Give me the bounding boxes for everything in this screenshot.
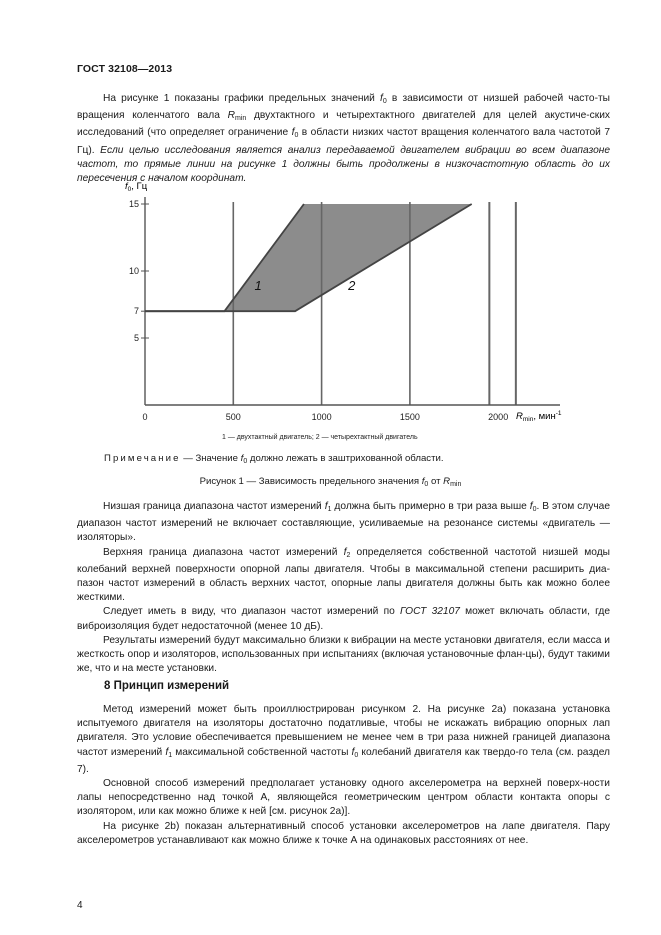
symbol-sub: 0 xyxy=(382,98,387,105)
x-tick-label-0: 0 xyxy=(142,412,148,422)
text: . В этом случае диапазон частот измерений не включает составляющие, усиливаемые на резонансе системы «двигатель — изоляторы». xyxy=(77,501,610,544)
y-tick-label-5: 5 xyxy=(133,333,139,343)
text: Верхняя граница диапазона частот измерений xyxy=(103,546,344,558)
paragraph-main-method: Основной способ измерений предполагает установку одного акселерометра на верхней поверх-ности лапы непосредственно над точкой А, являющейся геометрическим центром области контакта опоры с изолятором, или как можно ближе к ней [см. рисунок 2а)]. xyxy=(77,778,610,818)
text: определяется собственной частотой низшей моды колебаний верхней поверхности опорной лапы двигателя. Чтобы в максимальной степени расширить диа-пазон частот измерений в область верхних частот, опорные лапы двигателя должны быть как можно более жесткими. xyxy=(77,546,610,604)
series-1-label: 1 xyxy=(254,277,262,293)
figure-1-chart xyxy=(95,175,562,430)
x-tick-label-1000: 1000 xyxy=(311,412,332,422)
figure-legend: 1 — двухтактный двигатель; 2 — четырехтактный двигатель xyxy=(222,434,418,441)
text: должна быть примерно в три раза выше xyxy=(331,501,530,512)
text: максимальной собственной частоты xyxy=(172,746,352,758)
text: Метод измерений может быть проиллюстрирован рисунком 2. На рисунке 2а) показана установка испытуемого двигателя на изоляторы достаточно податливые, чтобы не искажать вибрацию опорных лап двигателя. Это условие обеспечивается превышением не менее чем в три раза нижней границей диапазона частот измерений xyxy=(77,704,610,758)
symbol-sub: 0 xyxy=(532,506,537,513)
symbol-r: R xyxy=(227,110,235,122)
document-code: ГОСТ 32108—2013 xyxy=(77,63,173,75)
text: колебаний двигателя как твердо-го тела (см. раздел 7). xyxy=(77,746,610,775)
symbol-f: f xyxy=(324,501,328,512)
symbol-f: f xyxy=(165,746,169,758)
intro-text-4: в области низких частот вращения коленчатого вала частотой 7 Гц). xyxy=(77,127,610,156)
y-tick-label-7: 7 xyxy=(133,306,139,317)
y-tick-label-15: 15 xyxy=(128,199,139,209)
intro-text-1: На рисунке 1 показаны графики предельных значений xyxy=(103,93,381,104)
symbol-sub: min xyxy=(234,115,247,123)
symbol-f: f xyxy=(380,93,383,104)
paragraph-upper-bound xyxy=(77,546,610,606)
symbol-f: f xyxy=(421,476,425,487)
text: Следует иметь в виду, что диапазон частот измерений по xyxy=(103,606,400,618)
intro-text-2: в зависимости от низшей рабочей часто-ты вращения коленчатого вала xyxy=(77,93,610,122)
text: Низшая граница диапазона частот измерений xyxy=(103,501,325,512)
note-text-1: — Значение xyxy=(180,453,241,464)
x-tick-label-500: 500 xyxy=(225,412,241,422)
symbol-sub: 0 xyxy=(354,751,359,759)
caption-text-1: Рисунок 1 — Зависимость предельного значения xyxy=(199,476,422,487)
paragraph-alt-method: На рисунке 2b) показан альтернативный способ установки акселерометров на лапе двигателя. Пару акселерометров устанавливают как можно ближе к точке А на одинаковых расстояниях от нее. xyxy=(77,820,610,846)
text: может включать области, где виброизоляция будет недостаточной (менее 10 дБ). xyxy=(77,606,611,632)
symbol-sub: 1 xyxy=(327,506,332,513)
body-paragraphs xyxy=(77,500,610,676)
symbol-sub: 1 xyxy=(168,751,173,759)
section-8-title: 8 Принцип измерений xyxy=(104,680,230,692)
figure-note xyxy=(104,453,444,465)
symbol-f: f xyxy=(351,746,355,758)
paragraph-method xyxy=(77,703,610,777)
series-2-label: 2 xyxy=(348,277,356,293)
x-axis-label: $R_{min}$, мин$^{-1}$ xyxy=(516,410,562,423)
symbol-sub: 0 xyxy=(294,132,299,140)
section-8-paragraphs xyxy=(77,703,610,848)
symbol-f: f xyxy=(529,501,533,512)
caption-text-2: от xyxy=(428,476,444,487)
note-label: Примечание xyxy=(104,453,181,464)
page-number: 4 xyxy=(77,900,83,911)
gost-reference: ГОСТ 32107 xyxy=(399,606,460,618)
figure-caption xyxy=(0,476,661,488)
symbol-sub: min xyxy=(450,481,462,488)
paragraph-results: Результаты измерений будут максимально близки к вибрации на месте установки двигателя, если масса и жесткость опор и изоляторов, использованных при испытаниях (включая установочные флан-цы), будут такими же, что и на месте установки. xyxy=(77,634,610,675)
symbol-sub: 0 xyxy=(424,481,429,488)
symbol-r: R xyxy=(443,476,451,487)
symbol-f: f xyxy=(343,546,347,558)
symbol-sub: 2 xyxy=(346,551,351,559)
paragraph-lower-bound xyxy=(77,500,610,546)
symbol-sub: 0 xyxy=(243,458,248,465)
intro-paragraph xyxy=(77,92,610,186)
y-tick-label-10: 10 xyxy=(128,266,139,276)
y-axis-label: $f_0$, Гц xyxy=(125,181,148,193)
symbol-f: f xyxy=(240,453,244,464)
x-tick-label-2000: 2000 xyxy=(488,412,509,422)
intro-italic-text: Если целью исследования является анализ передаваемой двигателем вибрации во всем диапазоне частот, то прямые линии на рисунке 1 должны быть продолжены в низкочастотную область до их пересечения с началом координат. xyxy=(77,144,611,185)
symbol-f: f xyxy=(291,127,295,139)
x-tick-label-1500: 1500 xyxy=(399,412,420,422)
note-text-2: должно лежать в заштрихованной области. xyxy=(247,453,444,464)
shaded-region xyxy=(224,204,471,311)
paragraph-gost-ref xyxy=(77,605,610,633)
intro-text-3: двухтактного и четырехтактного двигателей для целей акустиче-ских исследований (что определяет ограничение xyxy=(77,110,610,139)
